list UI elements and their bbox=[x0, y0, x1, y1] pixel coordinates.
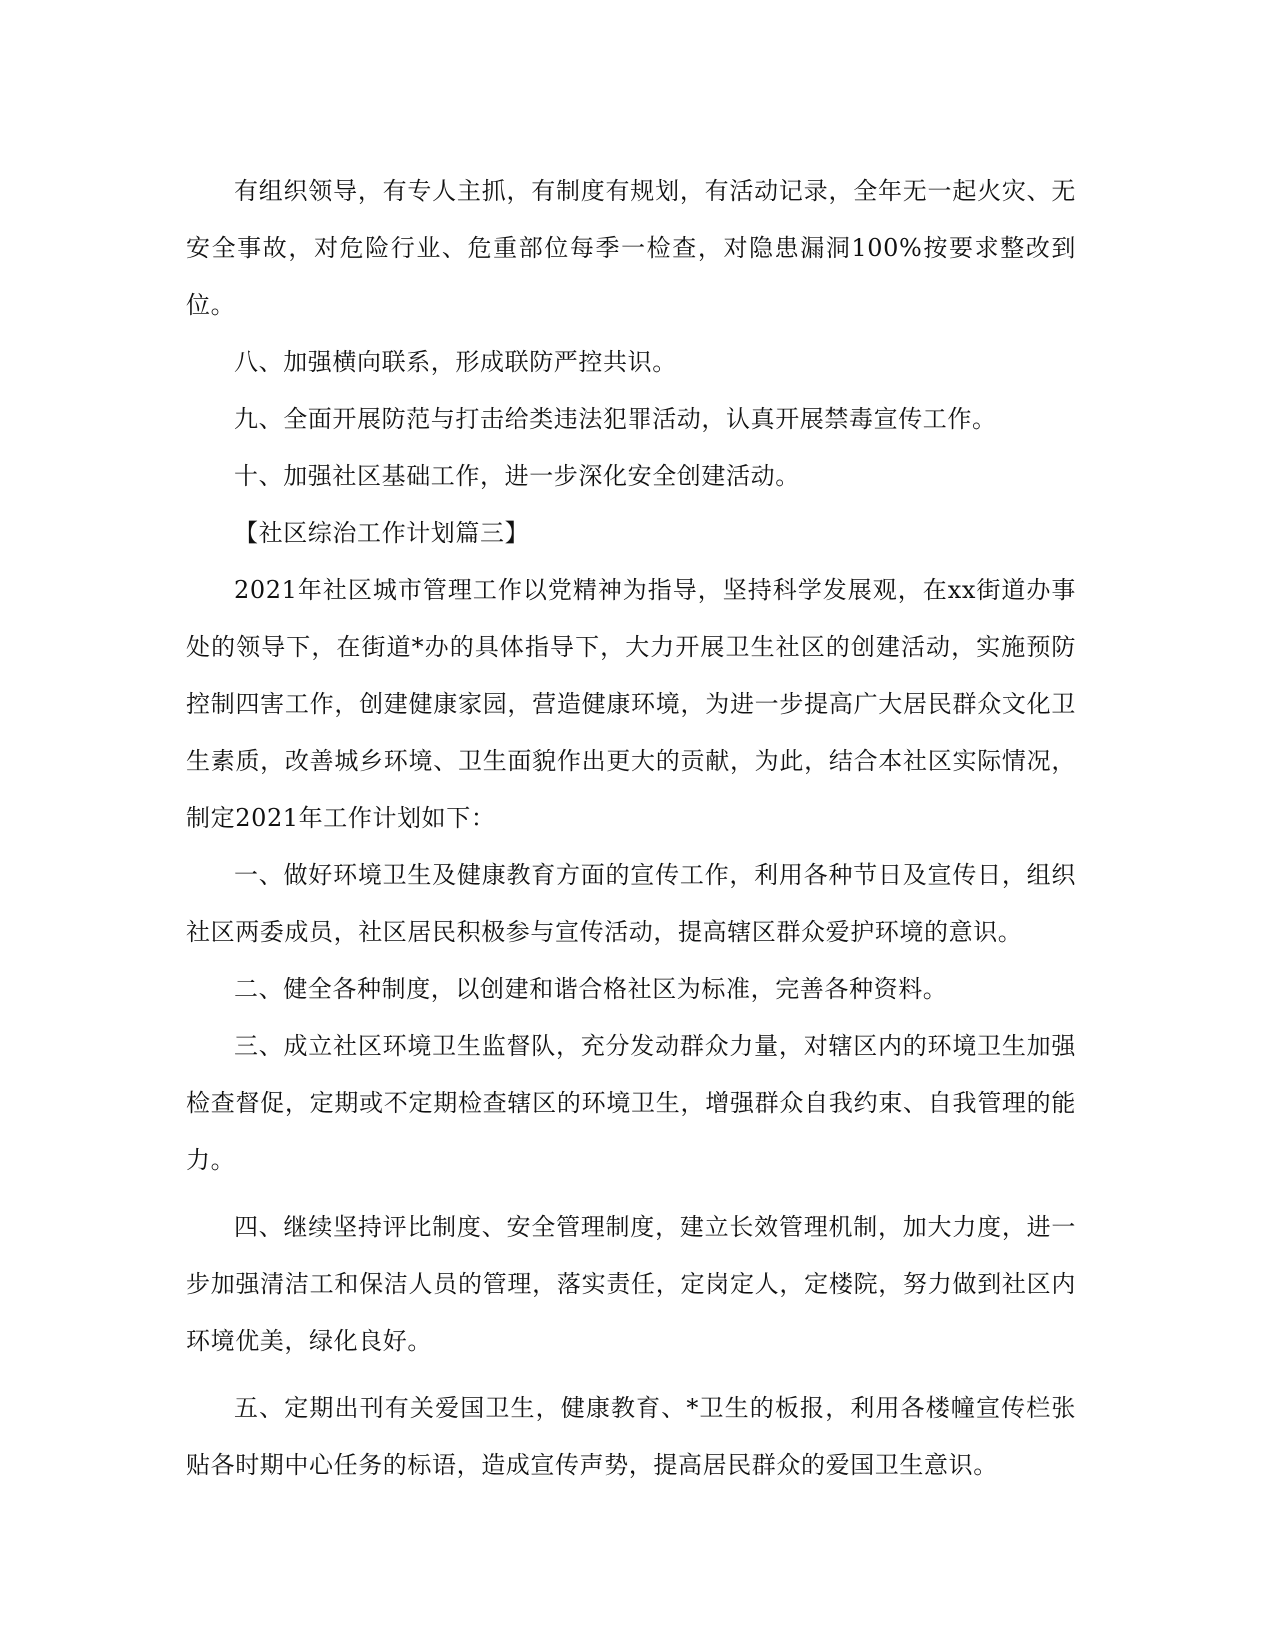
paragraph-item-9: 九、全面开展防范与打击给类违法犯罪活动，认真开展禁毒宣传工作。 bbox=[234, 405, 997, 433]
paragraph-intro-2021: 2021年社区城市管理工作以党精神为指导，坚持科学发展观，在xx街道办事处的领导下，在街道*办的具体指导下，大力开展卫生社区的创建活动，实施预防控制四害工作，创建健康家园，营造健康环境，为进一步提高广大居民群众文化卫生素质，改善城乡环境、卫生面貌作出更大的贡献，为此，结合本社区实际情况，制定2021年工作计划如下： bbox=[186, 576, 1076, 832]
paragraph-item-8: 八、加强横向联系，形成联防严控共识。 bbox=[234, 348, 677, 376]
paragraph-plan-3: 三、成立社区环境卫生监督队，充分发动群众力量，对辖区内的环境卫生加强检查督促，定期或不定期检查辖区的环境卫生，增强群众自我约束、自我管理的能力。 bbox=[186, 1032, 1076, 1174]
paragraph-plan-1: 一、做好环境卫生及健康教育方面的宣传工作，利用各种节日及宣传日，组织社区两委成员，社区居民积极参与宣传活动，提高辖区群众爱护环境的意识。 bbox=[186, 861, 1076, 946]
document-body bbox=[186, 163, 1076, 1494]
section-heading: 【社区综治工作计划篇三】 bbox=[234, 519, 530, 547]
paragraph-safety-records: 有组织领导，有专人主抓，有制度有规划，有活动记录，全年无一起火灾、无安全事故，对危险行业、危重部位每季一检查，对隐患漏洞100%按要求整改到位。 bbox=[186, 177, 1076, 319]
paragraph-plan-5: 五、定期出刊有关爱国卫生，健康教育、*卫生的板报，利用各楼幢宣传栏张贴各时期中心任务的标语，造成宣传声势，提高居民群众的爱国卫生意识。 bbox=[186, 1394, 1076, 1479]
paragraph-item-10: 十、加强社区基础工作，进一步深化安全创建活动。 bbox=[234, 462, 800, 490]
paragraph-plan-2: 二、健全各种制度，以创建和谐合格社区为标准，完善各种资料。 bbox=[234, 975, 948, 1003]
paragraph-plan-4: 四、继续坚持评比制度、安全管理制度，建立长效管理机制，加大力度，进一步加强清洁工和保洁人员的管理，落实责任，定岗定人，定楼院，努力做到社区内环境优美，绿化良好。 bbox=[186, 1213, 1076, 1355]
